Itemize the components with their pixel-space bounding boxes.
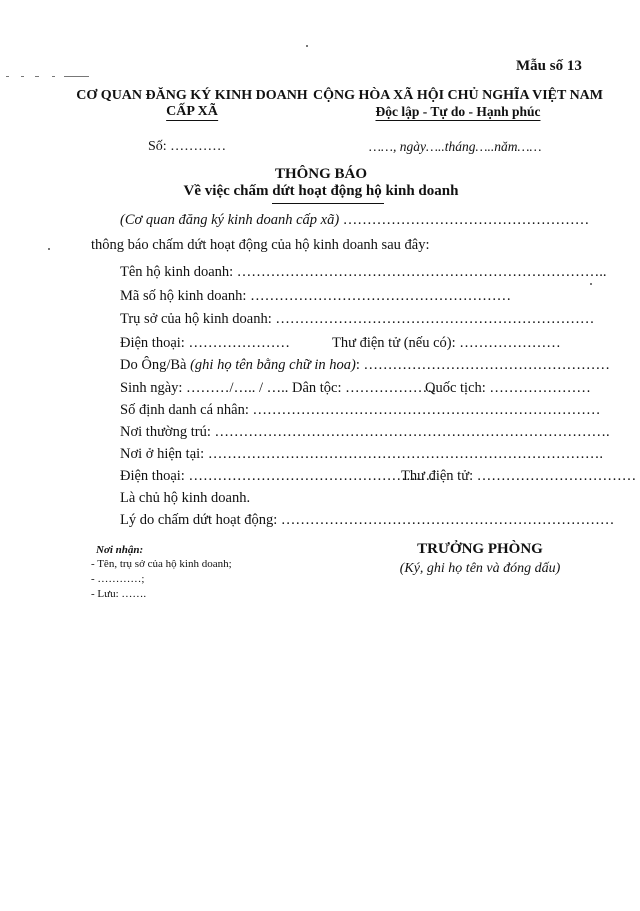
owner-note: (ghi họ tên bằng chữ in hoa) bbox=[190, 357, 356, 373]
field-dob-ethnicity: Sinh ngày: ………/….. / ….. Dân tộc: ………………. bbox=[120, 380, 436, 396]
recipient-item: - …………; bbox=[91, 573, 145, 585]
recipient-item: - Tên, trụ sở của hộ kinh doanh; bbox=[91, 558, 232, 570]
signature-note: (Ký, ghi họ tên và đóng dấu) bbox=[399, 561, 561, 576]
field-current-residence: Nơi ở hiện tại: ………………………………………………………………………. bbox=[120, 446, 603, 462]
national-motto-text: Độc lập - Tự do - Hạnh phúc bbox=[375, 104, 541, 119]
national-motto bbox=[375, 104, 540, 120]
owner-statement: Là chủ hộ kinh doanh. bbox=[120, 490, 251, 506]
agency-name-line1: CƠ QUAN ĐĂNG KÝ KINH DOANH bbox=[76, 88, 308, 103]
field-email: Thư điện tử (nếu có): ………………… bbox=[332, 335, 561, 351]
field-nationality: Quốc tịch: ………………… bbox=[425, 380, 591, 396]
document-date: ……, ngày…..tháng…..năm…… bbox=[369, 139, 542, 154]
field-business-code: Mã số hộ kinh doanh: ……………………………………………… bbox=[120, 288, 512, 304]
field-phone: Điện thoại: ………………… bbox=[120, 335, 290, 351]
document-number: Số: ………… bbox=[148, 139, 227, 154]
scan-speck bbox=[590, 283, 592, 285]
owner-prefix: Do Ông/Bà bbox=[120, 357, 191, 373]
field-owner-name bbox=[120, 357, 610, 374]
scan-speck bbox=[64, 76, 89, 77]
agency-placeholder-dots: …………………………………………… bbox=[339, 212, 590, 228]
scan-speck bbox=[35, 76, 39, 77]
document-subtitle-text: Về việc chấm dứt hoạt động hộ kinh doanh bbox=[183, 183, 459, 199]
field-head-office: Trụ sở của hộ kinh doanh: ………………………………………………………… bbox=[120, 311, 595, 327]
scan-speck bbox=[52, 76, 55, 77]
document-subtitle bbox=[184, 183, 459, 200]
field-personal-id: Số định danh cá nhân: ……………………………………………………………… bbox=[120, 402, 601, 418]
document-title: THÔNG BÁO bbox=[274, 166, 368, 182]
recipients-label: Nơi nhận: bbox=[96, 544, 144, 556]
agency-level: CẤP XÃ bbox=[166, 104, 218, 119]
agency-name-line2 bbox=[166, 104, 218, 120]
field-email-2: Thư điện tử: …………………………… bbox=[401, 468, 637, 484]
agency-placeholder-line bbox=[120, 212, 589, 229]
scan-speck bbox=[306, 45, 308, 47]
field-phone-2: Điện thoại: …………………………………………… bbox=[120, 468, 435, 484]
signature-title: TRƯỞNG PHÒNG bbox=[417, 541, 543, 557]
scan-speck bbox=[21, 76, 24, 77]
agency-placeholder: (Cơ quan đăng ký kinh doanh cấp xã) bbox=[120, 212, 340, 228]
field-termination-reason: Lý do chấm dứt hoạt động: …………………………………………………………… bbox=[120, 512, 615, 528]
field-permanent-residence: Nơi thường trú: ………………………………………………………………………. bbox=[120, 424, 610, 440]
republic-name: CỘNG HÒA XÃ HỘI CHỦ NGHĨA VIỆT NAM bbox=[312, 88, 604, 103]
field-business-name: Tên hộ kinh doanh: ………………………………………………………………….. bbox=[120, 264, 607, 280]
scan-speck bbox=[48, 248, 50, 250]
form-number: Mẫu số 13 bbox=[516, 58, 582, 74]
owner-dots: : …………………………………………… bbox=[355, 357, 611, 373]
subtitle-underline bbox=[272, 203, 384, 204]
recipient-item: - Lưu: ……. bbox=[91, 588, 147, 600]
scan-speck bbox=[6, 76, 9, 77]
notice-line: thông báo chấm dứt hoạt động của hộ kinh doanh sau đây: bbox=[91, 237, 430, 253]
